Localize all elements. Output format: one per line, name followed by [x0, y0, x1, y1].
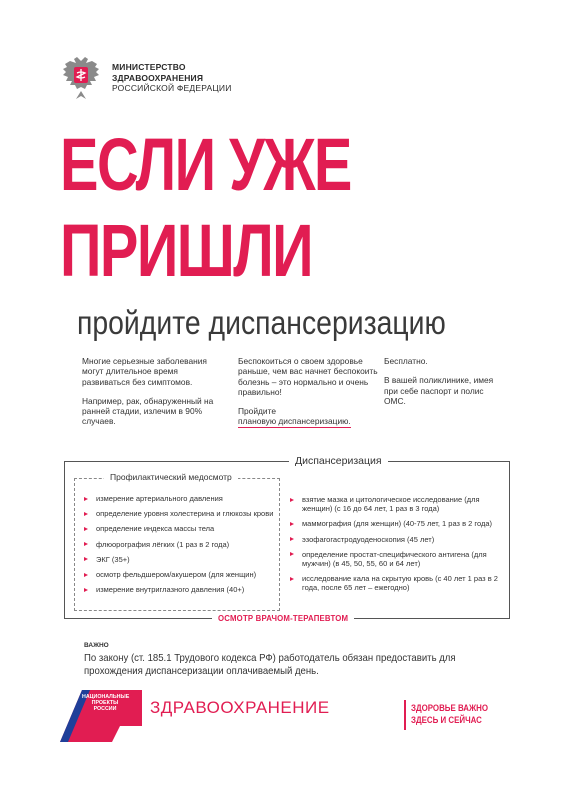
list-item: флюорография лёгких (1 раз в 2 года) — [84, 540, 280, 549]
ministry-name — [112, 62, 232, 94]
info-paragraph: Многие серьезные заболевания могут длительное время развиваться без симптомов. — [82, 356, 207, 387]
list-item: измерение внутриглазного давления (40+) — [84, 585, 280, 594]
list-item: эзофагогастродуоденоскопия (45 лет) — [290, 535, 506, 544]
national-projects-text — [82, 694, 128, 713]
ministry-line: ЗДРАВООХРАНЕНИЯ — [112, 72, 204, 83]
np-line: НАЦИОНАЛЬНЫЕ — [82, 694, 130, 700]
preventive-exam-title: Профилактический медосмотр — [104, 472, 238, 482]
info-column-1 — [82, 356, 222, 436]
list-item: определение простат-специфического антигена (для мужчин) (в 45, 50, 55, 60 и 64 лет) — [290, 550, 506, 568]
list-item: маммография (для женщин) (40-75 лет, 1 раз в 2 года) — [290, 519, 506, 528]
info-call-to-action — [238, 406, 378, 427]
slogan-divider — [404, 700, 406, 730]
ministry-line: МИНИСТЕРСТВО — [112, 62, 186, 73]
preventive-exam-list — [84, 494, 280, 594]
cta-line: Пройдите — [238, 406, 276, 417]
slogan-line: ЗДОРОВЬЕ ВАЖНО — [411, 703, 489, 713]
headline-subtitle: пройдите диспансеризацию — [77, 304, 446, 341]
dispensary-list — [290, 495, 506, 593]
program-name: ЗДРАВООХРАНЕНИЕ — [150, 698, 330, 717]
info-paragraph: Например, рак, обнаруженный на ранней стадии, излечим в 90% случаев. — [82, 395, 214, 427]
list-item: взятие мазка и цитологическое исследование (для женщин) (с 16 до 64 лет, 1 раз в 3 года) — [290, 495, 506, 513]
list-item: определение индекса массы тела — [84, 524, 280, 533]
slogan-line: ЗДЕСЬ И СЕЙЧАС — [411, 715, 482, 725]
info-column-2 — [238, 356, 378, 436]
important-label: ВАЖНО — [84, 642, 109, 649]
emblem-icon — [60, 55, 102, 101]
list-item: измерение артериального давления — [84, 494, 280, 503]
ministry-line: РОССИЙСКОЙ ФЕДЕРАЦИИ — [112, 83, 232, 94]
list-item: ЭКГ (35+) — [84, 555, 280, 564]
ministry-header — [60, 55, 232, 101]
therapist-exam-label: ОСМОТР ВРАЧОМ-ТЕРАПЕВТОМ — [212, 614, 354, 623]
headline-line-1: ЕСЛИ УЖЕ — [60, 123, 351, 206]
np-line: ПРОЕКТЫ — [91, 700, 119, 707]
dispensary-title: Диспансеризация — [289, 455, 388, 467]
list-item: исследование кала на скрытую кровь (с 40 лет 1 раз в 2 года, после 65 лет – ежегодно) — [290, 574, 506, 592]
slogan — [411, 702, 488, 726]
list-item: осмотр фельдшером/акушером (для женщин) — [84, 570, 280, 579]
info-paragraph: Бесплатно. — [384, 356, 428, 366]
list-item: определение уровня холестерина и глюкозы крови — [84, 509, 280, 518]
law-notice: По закону (ст. 185.1 Трудового кодекса РФ) работодатель обязан предоставить для прохождения диспансеризации оплачиваемый день. — [84, 653, 456, 677]
info-column-3 — [384, 356, 502, 415]
np-line: РОССИИ — [93, 706, 117, 713]
info-paragraph: В вашей поликлинике, имея при себе паспорт и полис ОМС. — [384, 375, 494, 406]
cta-line-underlined: плановую диспансеризацию. — [238, 416, 351, 427]
headline-line-2: ПРИШЛИ — [60, 209, 313, 292]
info-paragraph: Беспокоиться о своем здоровье раньше, чем вас начнет беспокоить болезнь – это нормально и очень правильно! — [238, 356, 378, 397]
